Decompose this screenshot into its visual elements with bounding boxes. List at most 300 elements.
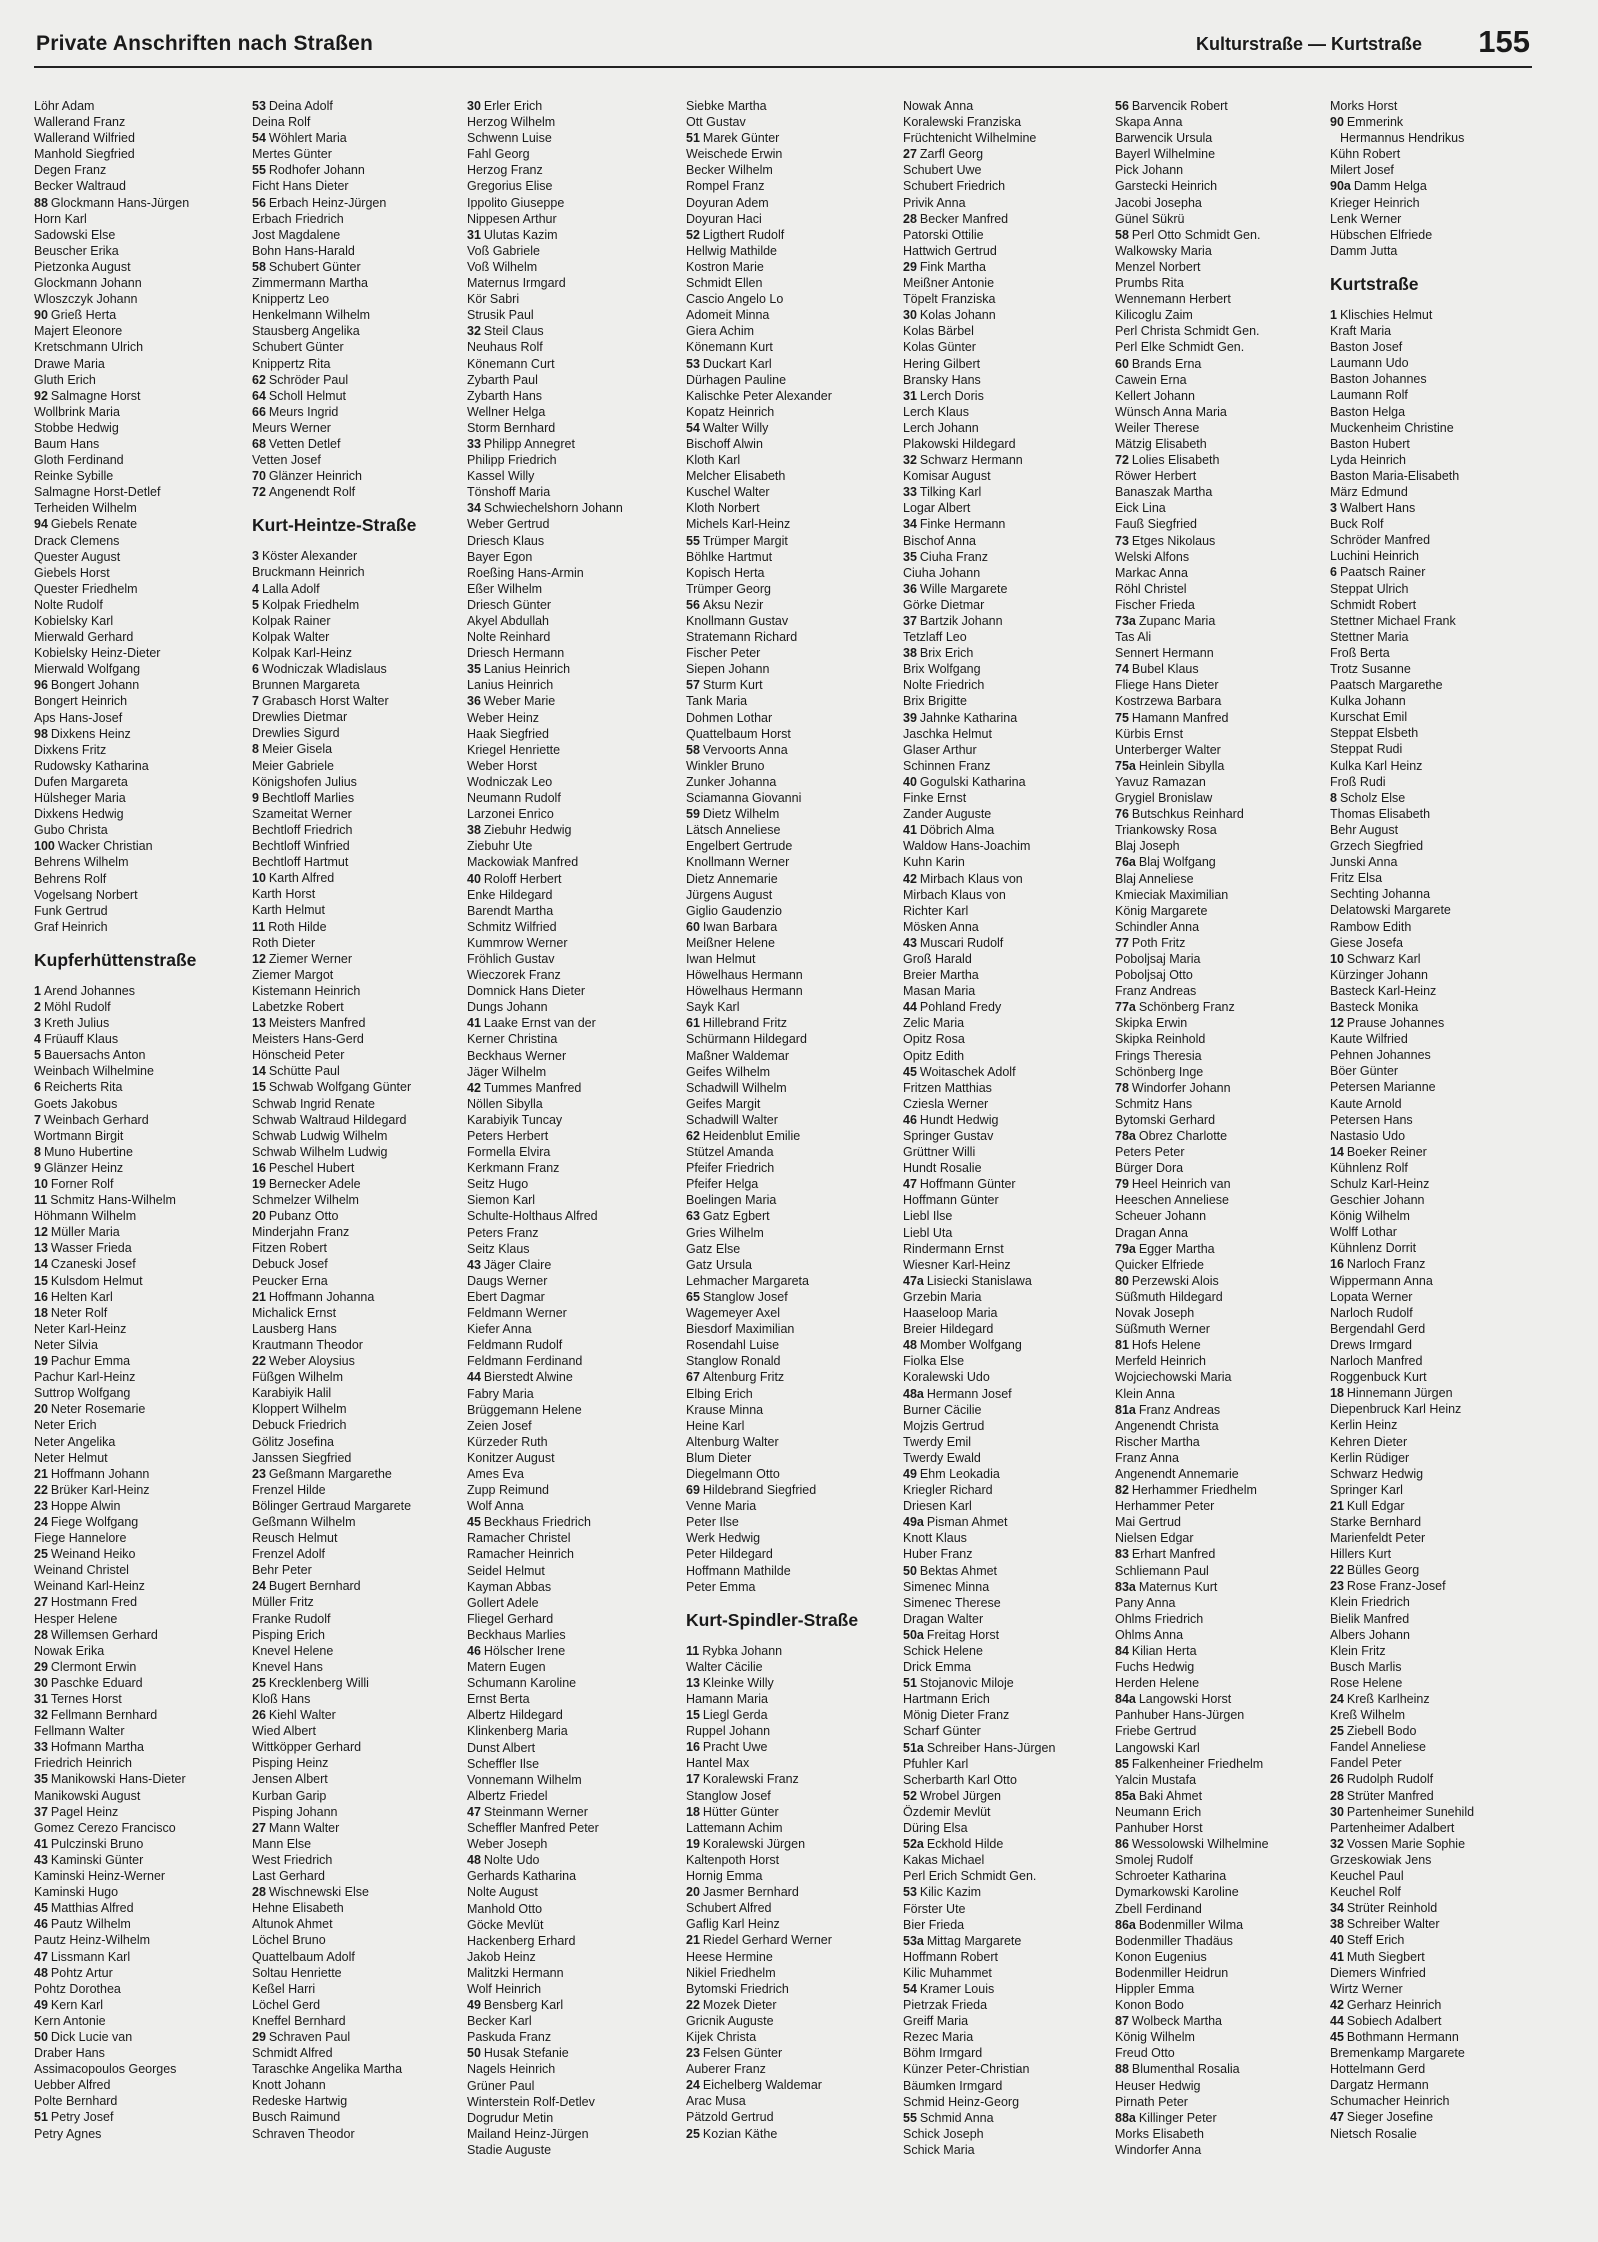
resident-name: Wojciechowski Maria <box>1115 1370 1232 1385</box>
resident-name: Krause Minna <box>686 1402 764 1417</box>
house-number: 42 <box>467 1080 481 1095</box>
resident-name: Stratemann Richard <box>686 630 798 645</box>
house-number: 49 <box>903 1466 917 1481</box>
directory-entry <box>34 420 246 436</box>
page-header <box>34 22 1532 66</box>
directory-entry <box>1115 581 1327 597</box>
directory-entry <box>34 565 246 581</box>
resident-name: Feldmann Werner <box>467 1306 567 1321</box>
directory-entry <box>1330 130 1542 146</box>
resident-name: Tummes Manfred <box>483 1080 582 1095</box>
directory-entry <box>686 935 898 951</box>
directory-entry <box>252 436 464 452</box>
directory-entry <box>252 774 464 790</box>
house-number: 10 <box>34 1177 48 1191</box>
resident-name: Pautz Heinz-Wilhelm <box>34 1933 151 1948</box>
house-number: 51a <box>903 1740 924 1755</box>
resident-name: Geifes Wilhelm <box>686 1064 771 1079</box>
directory-entry <box>467 114 679 130</box>
directory-entry <box>903 710 1115 726</box>
resident-name: Driesch Günter <box>467 597 552 612</box>
directory-entry <box>1115 2029 1327 2045</box>
directory-entry <box>686 1466 898 1482</box>
resident-name: Neter Helmut <box>34 1450 108 1465</box>
house-number: 38 <box>903 646 917 661</box>
directory-entry <box>1115 871 1327 887</box>
directory-entry <box>1330 919 1542 935</box>
directory-entry <box>686 339 898 355</box>
directory-entry <box>1330 98 1542 114</box>
resident-name: Helten Karl <box>50 1289 113 1304</box>
directory-entry <box>1330 307 1542 323</box>
directory-entry <box>467 1884 679 1900</box>
resident-name: Winkler Bruno <box>686 758 765 773</box>
resident-name: Sayk Karl <box>686 1000 740 1015</box>
resident-name: Partenheimer Adalbert <box>1330 1820 1455 1835</box>
resident-name: Greiff Maria <box>903 2014 969 2029</box>
resident-name: Dietz Annemarie <box>686 871 778 886</box>
resident-name: Siebke Martha <box>686 99 767 113</box>
resident-name: Nolte Rudolf <box>34 597 103 612</box>
resident-name: Meisters Hans-Gerd <box>252 1032 364 1047</box>
resident-name: Mirbach Klaus von <box>919 871 1023 886</box>
directory-entry <box>252 564 464 580</box>
house-number: 15 <box>34 1273 48 1288</box>
directory-entry <box>252 1675 464 1691</box>
house-number: 67 <box>686 1370 700 1385</box>
house-number: 22 <box>1330 1563 1344 1578</box>
resident-name: Kopisch Herta <box>686 565 765 580</box>
resident-name: Hartmann Erich <box>903 1692 990 1707</box>
directory-entry <box>903 452 1115 468</box>
resident-name: Grygiel Bronislaw <box>1115 791 1213 806</box>
directory-entry <box>686 1273 898 1289</box>
resident-name: Wille Margarete <box>919 581 1008 596</box>
resident-name: Partenheimer Sunehild <box>1346 1804 1475 1819</box>
directory-entry <box>1330 243 1542 259</box>
house-number: 23 <box>1330 1579 1344 1594</box>
directory-entry <box>467 710 679 726</box>
resident-name: Czaneski Josef <box>50 1257 136 1272</box>
resident-name: Trotz Susanne <box>1330 662 1411 676</box>
resident-name: Wodniczak Wladislaus <box>261 662 387 676</box>
directory-entry <box>686 1884 898 1900</box>
directory-entry <box>1115 130 1327 146</box>
resident-name: Suttrop Wolfgang <box>34 1386 131 1401</box>
house-number: 23 <box>34 1498 48 1513</box>
resident-name: Peschel Hubert <box>268 1160 355 1175</box>
directory-entry <box>1115 693 1327 709</box>
resident-name: Tank Maria <box>686 694 748 709</box>
directory-entry <box>467 774 679 790</box>
resident-name: Schwarz Hermann <box>919 453 1023 468</box>
directory-entry <box>252 195 464 211</box>
directory-entry <box>903 1015 1115 1031</box>
house-number: 9 <box>252 790 259 805</box>
resident-name: Kloppert Wilhelm <box>252 1402 347 1417</box>
directory-entry <box>903 613 1115 629</box>
resident-name: Müller Fritz <box>252 1595 314 1610</box>
directory-entry <box>1330 661 1542 677</box>
directory-entry <box>686 2077 898 2093</box>
directory-entry <box>1115 2142 1327 2158</box>
directory-entry <box>903 2078 1115 2094</box>
resident-name: Bayer Egon <box>467 549 533 564</box>
resident-name: Kolpak Rainer <box>252 613 331 628</box>
directory-entry <box>1330 677 1542 693</box>
resident-name: Lerch Klaus <box>903 404 970 419</box>
resident-name: Sennert Hermann <box>1115 646 1214 661</box>
directory-entry <box>34 1096 246 1112</box>
directory-entry <box>686 1563 898 1579</box>
directory-entry <box>903 1884 1115 1900</box>
directory-entry <box>1330 2093 1542 2109</box>
house-number: 75 <box>1115 710 1129 725</box>
directory-entry <box>467 1305 679 1321</box>
directory-entry <box>903 1418 1115 1434</box>
house-number: 19 <box>252 1177 266 1191</box>
directory-entry <box>1115 1289 1327 1305</box>
directory-entry <box>34 1256 246 1272</box>
resident-name: Maternus Kurt <box>1138 1579 1218 1594</box>
resident-name: Knollmann Gustav <box>686 614 789 628</box>
house-number: 30 <box>34 1675 48 1690</box>
directory-entry <box>1330 1852 1542 1868</box>
directory-entry <box>252 1353 464 1369</box>
directory-entry <box>1330 1256 1542 1272</box>
resident-name: Früchtenicht Wilhelmine <box>903 131 1037 146</box>
directory-entry <box>34 500 246 516</box>
resident-name: Zybarth Hans <box>467 388 543 403</box>
resident-name: Hölscher Irene <box>483 1644 566 1658</box>
directory-entry <box>686 613 898 629</box>
resident-name: Weinand Heiko <box>50 1547 136 1562</box>
directory-entry <box>903 1369 1115 1385</box>
directory-entry <box>34 1063 246 1079</box>
resident-name: Kostrzewa Barbara <box>1115 694 1222 709</box>
directory-entry <box>467 1031 679 1047</box>
resident-name: Zeien Josef <box>467 1418 532 1433</box>
resident-name: Gerharz Heinrich <box>1346 1997 1442 2012</box>
resident-name: Bodenmiller Wilma <box>1138 1917 1244 1932</box>
house-number: 32 <box>34 1708 48 1723</box>
directory-entry <box>1115 1128 1327 1144</box>
resident-name: Tas Ali <box>1115 630 1152 645</box>
resident-name: Baki Ahmet <box>1138 1788 1203 1803</box>
directory-entry <box>34 838 246 854</box>
directory-entry <box>34 693 246 709</box>
house-number: 61 <box>686 1016 700 1031</box>
resident-name: Fritz Elsa <box>1330 871 1383 886</box>
house-number: 49 <box>467 1998 481 2013</box>
resident-name: Grzebin Maria <box>903 1289 982 1304</box>
resident-name: Jasmer Bernhard <box>702 1885 799 1900</box>
directory-entry <box>467 919 679 935</box>
directory-entry <box>34 903 246 919</box>
resident-name: Wöhlert Maria <box>268 131 347 146</box>
house-number: 54 <box>903 1981 917 1996</box>
resident-name: Pachur Karl-Heinz <box>34 1370 136 1385</box>
directory-entry <box>252 677 464 693</box>
directory-entry <box>1115 1176 1327 1192</box>
house-number: 13 <box>686 1675 700 1690</box>
resident-name: Falkenheiner Friedhelm <box>1131 1756 1264 1771</box>
house-number: 46 <box>34 1917 48 1932</box>
house-number: 41 <box>467 1016 481 1031</box>
resident-name: Grüttner Willi <box>903 1145 976 1160</box>
resident-name: Narloch Franz <box>1346 1257 1426 1272</box>
resident-name: Doyuran Haci <box>686 211 762 226</box>
directory-entry <box>34 98 246 114</box>
directory-entry <box>903 1981 1115 1997</box>
resident-name: Gerhards Katharina <box>467 1869 577 1884</box>
house-number: 53 <box>903 1885 917 1900</box>
resident-name: Königshofen Julius <box>252 774 357 789</box>
directory-entry <box>903 1804 1115 1820</box>
resident-name: Altunok Ahmet <box>252 1917 333 1932</box>
directory-entry <box>252 1530 464 1546</box>
house-number: 43 <box>467 1257 481 1272</box>
directory-entry <box>1330 1514 1542 1530</box>
resident-name: Jürgens August <box>686 887 773 902</box>
directory-entry <box>686 887 898 903</box>
directory-entry <box>686 1820 898 1836</box>
resident-name: Finke Hermann <box>919 517 1006 532</box>
directory-entry <box>686 1981 898 1997</box>
resident-name: Majert Eleonore <box>34 324 123 339</box>
resident-name: Steinmann Werner <box>483 1804 588 1819</box>
directory-entry <box>252 1321 464 1337</box>
house-number: 52 <box>903 1788 917 1803</box>
house-number: 88 <box>1115 2062 1129 2077</box>
directory-entry <box>1115 710 1327 726</box>
directory-entry <box>252 999 464 1015</box>
resident-name: Hornig Emma <box>686 1869 763 1884</box>
house-number: 11 <box>34 1193 48 1208</box>
resident-name: Mertes Günter <box>252 147 332 162</box>
house-number: 36 <box>903 581 917 596</box>
directory-entry <box>34 484 246 500</box>
resident-name: Schmitz Wilfried <box>467 919 557 934</box>
resident-name: Kloß Hans <box>252 1692 311 1706</box>
directory-entry <box>903 1852 1115 1868</box>
resident-name: Steil Claus <box>483 324 544 339</box>
resident-name: Stettner Maria <box>1330 629 1409 644</box>
directory-entry <box>34 1160 246 1176</box>
resident-name: Schubert Günter <box>268 259 361 274</box>
directory-entry <box>903 1080 1115 1096</box>
resident-name: Ulutas Kazim <box>483 227 558 242</box>
resident-name: Vonnemann Wilhelm <box>467 1772 582 1787</box>
house-number: 53 <box>686 356 700 371</box>
directory-entry <box>467 420 679 436</box>
resident-name: Funk Gertrud <box>34 903 108 918</box>
directory-entry <box>252 1176 464 1192</box>
directory-entry <box>686 1048 898 1064</box>
resident-name: Junski Anna <box>1330 855 1398 870</box>
directory-entry <box>34 2029 246 2045</box>
directory-entry <box>686 806 898 822</box>
resident-name: Mojzis Gertrud <box>903 1418 985 1433</box>
resident-name: Milert Josef <box>1330 163 1394 178</box>
house-number: 76a <box>1115 855 1136 870</box>
directory-entry <box>34 1594 246 1610</box>
resident-name: Schroeter Katharina <box>1115 1869 1227 1884</box>
directory-entry <box>903 275 1115 291</box>
directory-entry <box>252 822 464 838</box>
directory-entry <box>1115 1080 1327 1096</box>
resident-name: Könemann Kurt <box>686 340 773 355</box>
directory-entry <box>1115 1402 1327 1418</box>
resident-name: Bugert Bernhard <box>268 1579 361 1594</box>
resident-name: Fellmann Bernhard <box>50 1708 158 1723</box>
directory-entry <box>34 710 246 726</box>
directory-entry <box>686 243 898 259</box>
resident-name: Nastasio Udo <box>1330 1128 1406 1143</box>
directory-entry <box>1115 162 1327 178</box>
resident-name: Dragan Anna <box>1115 1225 1188 1240</box>
resident-name: Kurban Garip <box>252 1788 327 1803</box>
directory-entry <box>1330 1594 1542 1610</box>
directory-entry <box>903 677 1115 693</box>
directory-entry <box>34 533 246 549</box>
resident-name: Busch Marlis <box>1330 1659 1402 1674</box>
resident-name: Neter Angelika <box>34 1434 116 1449</box>
resident-name: Debuck Friedrich <box>252 1418 347 1433</box>
directory-entry <box>686 1530 898 1546</box>
house-number: 28 <box>903 211 917 226</box>
directory-entry <box>1330 178 1542 194</box>
resident-name: Butschkus Reinhard <box>1131 807 1244 822</box>
directory-entry <box>1330 1884 1542 1900</box>
house-number: 30 <box>467 99 481 113</box>
directory-entry <box>252 1015 464 1031</box>
resident-name: Dohmen Lothar <box>686 710 773 725</box>
resident-name: Töpelt Franziska <box>903 292 996 307</box>
resident-name: Neter Rolf <box>50 1305 108 1320</box>
directory-entry <box>686 2061 898 2077</box>
directory-entry <box>34 195 246 211</box>
resident-name: Franz Anna <box>1115 1450 1179 1465</box>
resident-name: Unterberger Walter <box>1115 742 1221 757</box>
resident-name: Schmidt Alfred <box>252 2046 333 2061</box>
resident-name: Nöllen Sibylla <box>467 1096 543 1111</box>
resident-name: Heel Heinrich van <box>1131 1177 1231 1192</box>
resident-name: Deina Adolf <box>268 99 333 113</box>
directory-entry <box>252 1240 464 1256</box>
house-number: 18 <box>1330 1386 1344 1401</box>
resident-name: Szameitat Werner <box>252 806 352 821</box>
resident-name: Strüter Reinhold <box>1346 1901 1438 1916</box>
directory-entry <box>34 1353 246 1369</box>
directory-entry <box>903 919 1115 935</box>
directory-entry <box>1330 645 1542 661</box>
resident-name: Kürzeder Ruth <box>467 1434 548 1449</box>
directory-entry <box>252 388 464 404</box>
directory-entry <box>903 323 1115 339</box>
resident-name: Wünsch Anna Maria <box>1115 404 1227 419</box>
directory-entry <box>34 629 246 645</box>
directory-entry <box>1330 1031 1542 1047</box>
resident-name: Dargatz Hermann <box>1330 2078 1429 2093</box>
directory-entry <box>1330 387 1542 403</box>
resident-name: Rindermann Ernst <box>903 1241 1004 1256</box>
house-number: 8 <box>252 742 259 757</box>
directory-entry <box>1330 355 1542 371</box>
directory-entry <box>34 1273 246 1289</box>
resident-name: Ames Eva <box>467 1466 524 1481</box>
directory-entry <box>1330 1804 1542 1820</box>
directory-entry <box>34 1771 246 1787</box>
directory-entry <box>903 1659 1115 1675</box>
resident-name: Stadie Auguste <box>467 2142 552 2157</box>
directory-entry <box>903 1691 1115 1707</box>
resident-name: Salmagne Horst-Detlef <box>34 485 161 500</box>
resident-name: Philipp Friedrich <box>467 453 557 468</box>
resident-name: Finke Ernst <box>903 791 967 806</box>
directory-entry <box>467 1225 679 1241</box>
resident-name: Graf Heinrich <box>34 919 108 934</box>
directory-entry <box>34 436 246 452</box>
directory-entry <box>467 484 679 500</box>
resident-name: Delatowski Margarete <box>1330 903 1451 918</box>
directory-entry <box>34 388 246 404</box>
directory-entry <box>686 195 898 211</box>
directory-entry <box>252 1063 464 1079</box>
house-number: 48a <box>903 1386 924 1401</box>
directory-entry <box>34 1804 246 1820</box>
directory-entry <box>467 1756 679 1772</box>
resident-name: Hellwig Mathilde <box>686 243 778 258</box>
resident-name: Huber Franz <box>903 1547 973 1562</box>
directory-entry <box>252 613 464 629</box>
directory-entry <box>34 581 246 597</box>
resident-name: Mailand Heinz-Jürgen <box>467 2126 589 2141</box>
directory-entry <box>903 404 1115 420</box>
resident-name: Eckhold Hilde <box>926 1837 1004 1852</box>
directory-entry <box>252 130 464 146</box>
directory-entry <box>686 468 898 484</box>
house-number: 65 <box>686 1289 700 1304</box>
resident-name: Röhl Christel <box>1115 581 1187 596</box>
directory-entry <box>686 1836 898 1852</box>
house-number: 33 <box>34 1740 48 1755</box>
resident-name: Baston Johannes <box>1330 372 1427 387</box>
resident-name: Driesen Karl <box>903 1499 972 1514</box>
house-number: 20 <box>34 1402 48 1417</box>
directory-entry <box>1330 758 1542 774</box>
house-number: 37 <box>34 1804 48 1819</box>
directory-entry <box>252 1594 464 1610</box>
resident-name: Henkelmann Wilhelm <box>252 308 371 323</box>
directory-entry <box>1115 1096 1327 1112</box>
resident-name: Hönscheid Peter <box>252 1048 345 1063</box>
house-number: 40 <box>903 774 917 789</box>
directory-entry <box>1330 951 1542 967</box>
house-number: 3 <box>1330 501 1337 516</box>
resident-name: Pagel Heinz <box>50 1804 119 1819</box>
house-number: 11 <box>686 1643 700 1658</box>
directory-entry <box>467 1482 679 1498</box>
directory-entry <box>686 645 898 661</box>
resident-name: Wallerand Franz <box>34 115 126 130</box>
resident-name: Ziebell Bodo <box>1346 1724 1417 1739</box>
resident-name: Mann Else <box>252 1836 312 1851</box>
directory-entry <box>686 1900 898 1916</box>
house-number: 80 <box>1115 1273 1129 1288</box>
directory-entry <box>686 404 898 420</box>
resident-name: Gregorius Elise <box>467 179 553 194</box>
